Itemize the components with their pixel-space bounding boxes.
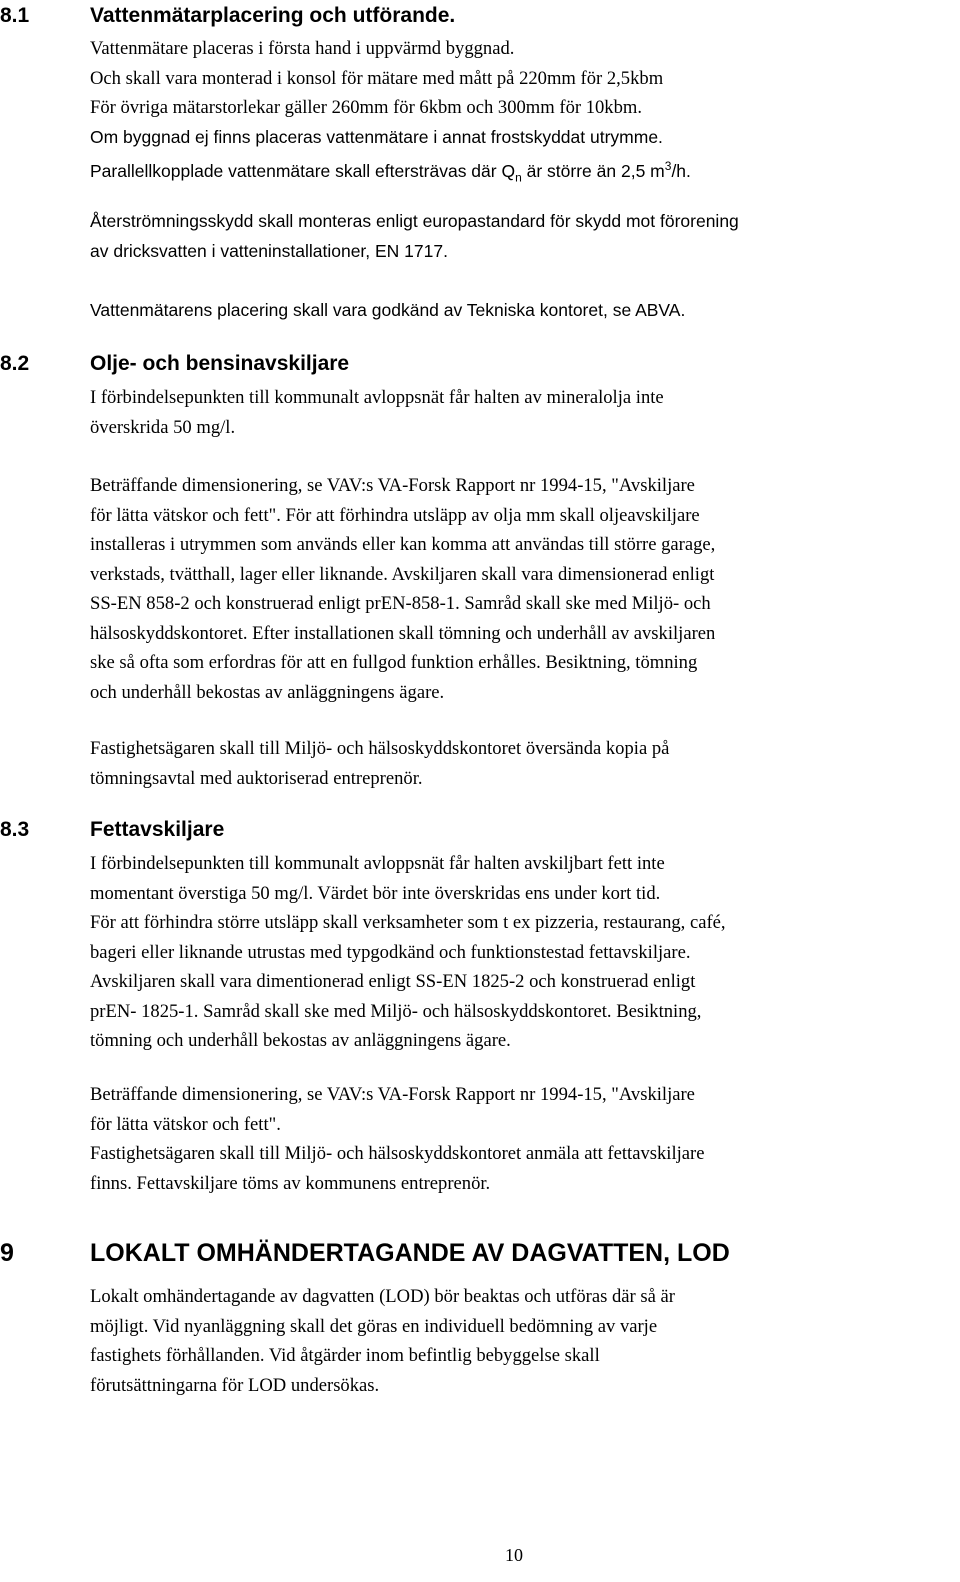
text-line: momentant överstiga 50 mg/l. Värdet bör inte överskridas ens under kort tid. — [90, 882, 661, 904]
section-8-2-paragraph-3 — [90, 734, 669, 793]
text-line: Beträffande dimensionering, se VAV:s VA-Forsk Rapport nr 1994-15, "Avskiljare — [90, 1084, 695, 1105]
text-line: I förbindelsepunkten till kommunalt avloppsnät får halten av mineralolja inte — [90, 387, 664, 408]
text-line: verkstads, tvätthall, lager eller liknande. Avskiljaren skall vara dimensionerad enligt — [90, 563, 715, 585]
text-line: för lätta vätskor och fett". — [90, 1113, 281, 1135]
text-line: förutsättningarna för LOD undersökas. — [90, 1374, 380, 1396]
text-line: Återströmningsskydd skall monteras enligt europastandard för skydd mot förorening — [90, 211, 739, 231]
section-8-2-paragraph-1 — [90, 383, 664, 442]
text-line: hälsoskyddskontoret. Efter installationen skall tömning och underhåll av avskiljaren — [90, 622, 716, 644]
section-8-1-body — [90, 34, 691, 193]
superscript: 3 — [664, 159, 672, 173]
section-number: 9 — [0, 1239, 14, 1267]
text-line: finns. Fettavskiljare töms av kommunens entreprenör. — [90, 1172, 491, 1194]
approval-paragraph — [90, 296, 685, 326]
text-line: bageri eller liknande utrustas med typgodkänd och funktionstestad fettavskiljare. — [90, 941, 691, 963]
section-number: 8.1 — [0, 4, 30, 27]
text-line: Beträffande dimensionering, se VAV:s VA-Forsk Rapport nr 1994-15, "Avskiljare — [90, 475, 695, 496]
text-line: och underhåll bekostas av anläggningens ägare. — [90, 681, 445, 703]
text-line: för lätta vätskor och fett". För att förhindra utsläpp av olja mm skall oljeavskiljare — [90, 504, 700, 526]
page-number: 10 — [505, 1545, 523, 1565]
text-line: ske så ofta som erfordras för att en fullgod funktion erhålles. Besiktning, tömning — [90, 652, 698, 673]
section-title: Fettavskiljare — [90, 818, 225, 841]
text-line: tömning och underhåll bekostas av anläggningens ägare. — [90, 1030, 511, 1051]
text-line: Fastighetsägaren skall till Miljö- och hälsoskyddskontoret anmäla att fettavskiljare — [90, 1143, 705, 1164]
section-9-paragraph-1 — [90, 1282, 675, 1400]
parallel-meters-line — [90, 152, 691, 193]
text-line: fastighets förhållanden. Vid åtgärder inom befintlig bebyggelse skall — [90, 1345, 600, 1366]
text-line: av dricksvatten i vatteninstallationer, EN 1717. — [90, 240, 448, 261]
text-fragment: Parallellkopplade vattenmätare skall eftersträvas där Q — [90, 160, 516, 181]
section-8-2-paragraph-2 — [90, 471, 715, 707]
text-line: Vattenmätare placeras i första hand i uppvärmd byggnad. — [90, 38, 515, 59]
backflow-paragraph — [90, 207, 739, 266]
text-fragment: är större än 2,5 m — [521, 160, 665, 181]
text-line: Och skall vara monterad i konsol för mätare med mått på 220mm för 2,5kbm — [90, 67, 664, 89]
text-line: Avskiljaren skall vara dimentionerad enligt SS-EN 1825-2 och konstruerad enligt — [90, 971, 696, 992]
text-fragment: /h. — [671, 160, 691, 181]
section-title: LOKALT OMHÄNDERTAGANDE AV DAGVATTEN, LOD — [90, 1239, 730, 1267]
text-line: För övriga mätarstorlekar gäller 260mm för 6kbm och 300mm för 10kbm. — [90, 97, 643, 118]
text-line: möjligt. Vid nyanläggning skall det göras en individuell bedömning av varje — [90, 1315, 658, 1337]
text-line: Om byggnad ej finns placeras vattenmätare i annat frostskyddat utrymme. — [90, 126, 663, 147]
text-line: SS-EN 858-2 och konstruerad enligt prEN-858-1. Samråd skall ske med Miljö- och — [90, 593, 711, 614]
text-line: Fastighetsägaren skall till Miljö- och hälsoskyddskontoret översända kopia på — [90, 738, 670, 759]
text-line: Vattenmätarens placering skall vara godkänd av Tekniska kontoret, se ABVA. — [90, 300, 686, 320]
section-title: Olje- och bensinavskiljare — [90, 352, 350, 375]
text-line: installeras i utrymmen som används eller kan komma att användas till större garage, — [90, 534, 716, 555]
section-8-3-paragraph-2 — [90, 1080, 704, 1198]
section-number: 8.3 — [0, 818, 30, 841]
section-title: Vattenmätarplacering och utförande. — [90, 4, 456, 27]
section-number: 8.2 — [0, 352, 30, 375]
text-line: Lokalt omhändertagande av dagvatten (LOD) bör beaktas och utföras där så är — [90, 1286, 675, 1307]
text-line: tömningsavtal med auktoriserad entreprenör. — [90, 767, 423, 789]
text-line: För att förhindra större utsläpp skall verksamheter som t ex pizzeria, restaurang, café, — [90, 912, 726, 933]
text-line: överskrida 50 mg/l. — [90, 416, 236, 438]
subscript: n — [515, 170, 522, 185]
text-line: prEN- 1825-1. Samråd skall ske med Miljö- och hälsoskyddskontoret. Besiktning, — [90, 1000, 702, 1022]
section-8-3-paragraph-1 — [90, 849, 726, 1056]
text-line: I förbindelsepunkten till kommunalt avloppsnät får halten avskiljbart fett inte — [90, 853, 665, 874]
